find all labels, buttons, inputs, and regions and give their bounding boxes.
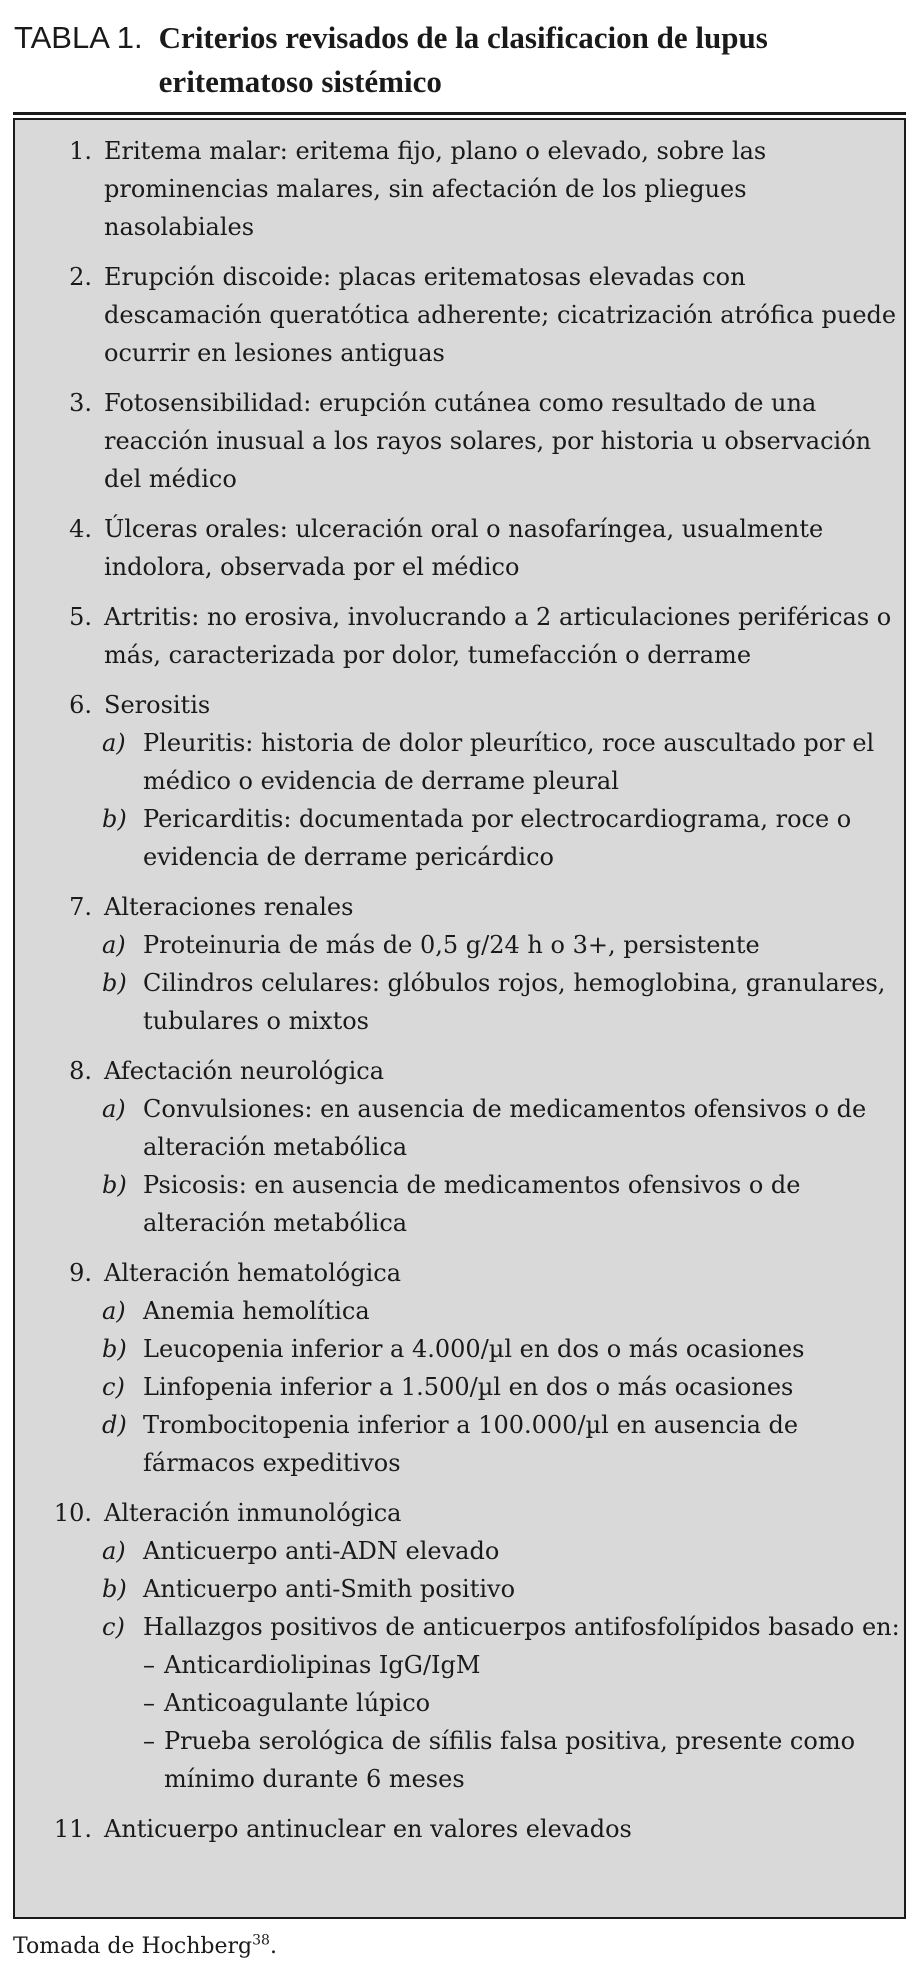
criterion-number: 4. <box>69 515 92 543</box>
dash-item-text: Anticoagulante lúpico <box>164 1689 431 1717</box>
sub-criterion-letter: a) <box>102 729 126 757</box>
sub-criterion-letter: a) <box>102 1537 126 1565</box>
criterion-number: 3. <box>69 389 92 417</box>
sub-criterion-text: Anticuerpo anti-Smith positivo <box>143 1575 516 1603</box>
sub-criterion-text: Linfopenia inferior a 1.500/µl en dos o más ocasiones <box>143 1373 794 1401</box>
criterion-text: Alteración hematológica <box>104 1259 402 1287</box>
source-text: Tomada de Hochberg <box>13 1934 253 1959</box>
sub-criterion <box>15 1406 904 1482</box>
sub-criterion-letter: b) <box>102 805 127 833</box>
sub-criterion-text: Psicosis: en ausencia de medicamentos ofensivos o de alteración metabólica <box>143 1171 801 1237</box>
sub-criterion <box>15 1292 904 1330</box>
table-label: TABLA 1. <box>14 20 143 55</box>
criterion-text: Fotosensibilidad: erupción cutánea como resultado de una reacción inusual a los rayos solares, por historia u observación del médico <box>104 389 872 493</box>
criterion-row <box>15 686 904 724</box>
criterion-row <box>15 1810 904 1848</box>
sub-criterion <box>15 1090 904 1166</box>
criterion-row <box>15 384 904 498</box>
criterion-row <box>15 258 904 372</box>
sub-criterion-text: Hallazgos positivos de anticuerpos antifosfolípidos basado en: <box>143 1613 900 1641</box>
criterion-item <box>15 132 904 246</box>
criterion-text: Alteraciones renales <box>104 893 354 921</box>
criterion-text: Erupción discoide: placas eritematosas elevadas con descamación queratótica adherente; cicatrización atrófica puede ocurrir en lesiones antiguas <box>104 263 897 367</box>
sub-criterion-letter: c) <box>102 1613 125 1641</box>
sub-criterion-text: Leucopenia inferior a 4.000/µl en dos o más ocasiones <box>143 1335 805 1363</box>
sub-criterion-letter: b) <box>102 1335 127 1363</box>
criterion-text: Alteración inmunológica <box>104 1499 402 1527</box>
criterion-item <box>15 1254 904 1482</box>
criterion-number: 11. <box>53 1815 92 1843</box>
dash-item <box>15 1722 904 1798</box>
sub-criterion <box>15 1570 904 1608</box>
criterion-row <box>15 1494 904 1532</box>
source-note <box>13 1932 277 1962</box>
dash-item-text: Anticardiolipinas IgG/IgM <box>164 1651 481 1679</box>
table-caption <box>14 16 904 104</box>
criterion-item <box>15 1052 904 1242</box>
criterion-row <box>15 888 904 926</box>
criterion-text: Eritema malar: eritema fijo, plano o elevado, sobre las prominencias malares, sin afectación de los pliegues nasolabiales <box>104 137 767 241</box>
criterion-row <box>15 510 904 586</box>
sub-criterion <box>15 1368 904 1406</box>
criterion-number: 8. <box>69 1057 92 1085</box>
criterion-row <box>15 598 904 674</box>
dash-mark: – <box>143 1651 155 1679</box>
sub-criterion-letter: b) <box>102 969 127 997</box>
criteria-list <box>15 132 904 1848</box>
criterion-text: Artritis: no erosiva, involucrando a 2 articulaciones periféricas o más, caracterizada por dolor, tumefacción o derrame <box>104 603 892 669</box>
criterion-item <box>15 258 904 372</box>
sub-criterion <box>15 964 904 1040</box>
sub-criterion-letter: c) <box>102 1373 125 1401</box>
criterion-row <box>15 1254 904 1292</box>
dash-item-text: Prueba serológica de sífilis falsa positiva, presente como mínimo durante 6 meses <box>164 1727 856 1793</box>
criterion-item <box>15 384 904 498</box>
sub-criterion-text: Anticuerpo anti-ADN elevado <box>143 1537 500 1565</box>
criterion-number: 10. <box>53 1499 92 1527</box>
sub-criterion-text: Trombocitopenia inferior a 100.000/µl en ausencia de fármacos expeditivos <box>143 1411 799 1477</box>
sub-criterion-letter: b) <box>102 1575 127 1603</box>
sub-criterion-text: Anemia hemolítica <box>143 1297 370 1325</box>
sub-criterion-letter: d) <box>102 1411 127 1439</box>
dash-mark: – <box>143 1689 155 1717</box>
criterion-text: Serositis <box>104 691 211 719</box>
criterion-number: 2. <box>69 263 92 291</box>
criterion-text: Anticuerpo antinuclear en valores elevados <box>104 1815 632 1843</box>
criterion-row <box>15 1052 904 1090</box>
sub-criterion <box>15 926 904 964</box>
sub-criterion-text: Convulsiones: en ausencia de medicamentos ofensivos o de alteración metabólica <box>143 1095 867 1161</box>
criterion-item <box>15 686 904 876</box>
criterion-item <box>15 510 904 586</box>
criterion-item <box>15 888 904 1040</box>
sub-criterion <box>15 800 904 876</box>
sub-criterion <box>15 1608 904 1646</box>
source-end: . <box>269 1934 277 1959</box>
sub-criterion-letter: a) <box>102 1095 126 1123</box>
sub-criterion <box>15 724 904 800</box>
dash-item <box>15 1646 904 1684</box>
top-rule <box>13 112 906 115</box>
sub-criterion-letter: a) <box>102 931 126 959</box>
dash-mark: – <box>143 1727 155 1755</box>
sub-criterion-letter: a) <box>102 1297 126 1325</box>
sub-criterion-text: Proteinuria de más de 0,5 g/24 h o 3+, persistente <box>143 931 760 959</box>
criterion-item <box>15 598 904 674</box>
sub-criterion-letter: b) <box>102 1171 127 1199</box>
sub-criterion <box>15 1166 904 1242</box>
sub-criterion <box>15 1330 904 1368</box>
criterion-text: Afectación neurológica <box>104 1057 384 1085</box>
criterion-item <box>15 1810 904 1848</box>
sub-criterion-text: Pleuritis: historia de dolor pleurítico, roce auscultado por el médico o evidencia de derrame pleural <box>143 729 875 795</box>
criteria-box <box>13 118 906 1919</box>
criterion-text: Úlceras orales: ulceración oral o nasofaríngea, usualmente indolora, observada por el médico <box>104 515 824 581</box>
criterion-row <box>15 132 904 246</box>
criterion-number: 6. <box>69 691 92 719</box>
table-title: Criterios revisados de la clasificacion de lupus eritematoso sistémico <box>158 20 768 99</box>
criterion-number: 9. <box>69 1259 92 1287</box>
dash-item <box>15 1684 904 1722</box>
criterion-item <box>15 1494 904 1798</box>
source-reference: 38 <box>252 1932 270 1949</box>
sub-criterion <box>15 1532 904 1570</box>
sub-criterion-text: Cilindros celulares: glóbulos rojos, hemoglobina, granulares, tubulares o mixtos <box>143 969 886 1035</box>
sub-criterion-text: Pericarditis: documentada por electrocardiograma, roce o evidencia de derrame pericárdico <box>143 805 852 871</box>
criterion-number: 1. <box>69 137 92 165</box>
criterion-number: 5. <box>69 603 92 631</box>
criterion-number: 7. <box>69 893 92 921</box>
